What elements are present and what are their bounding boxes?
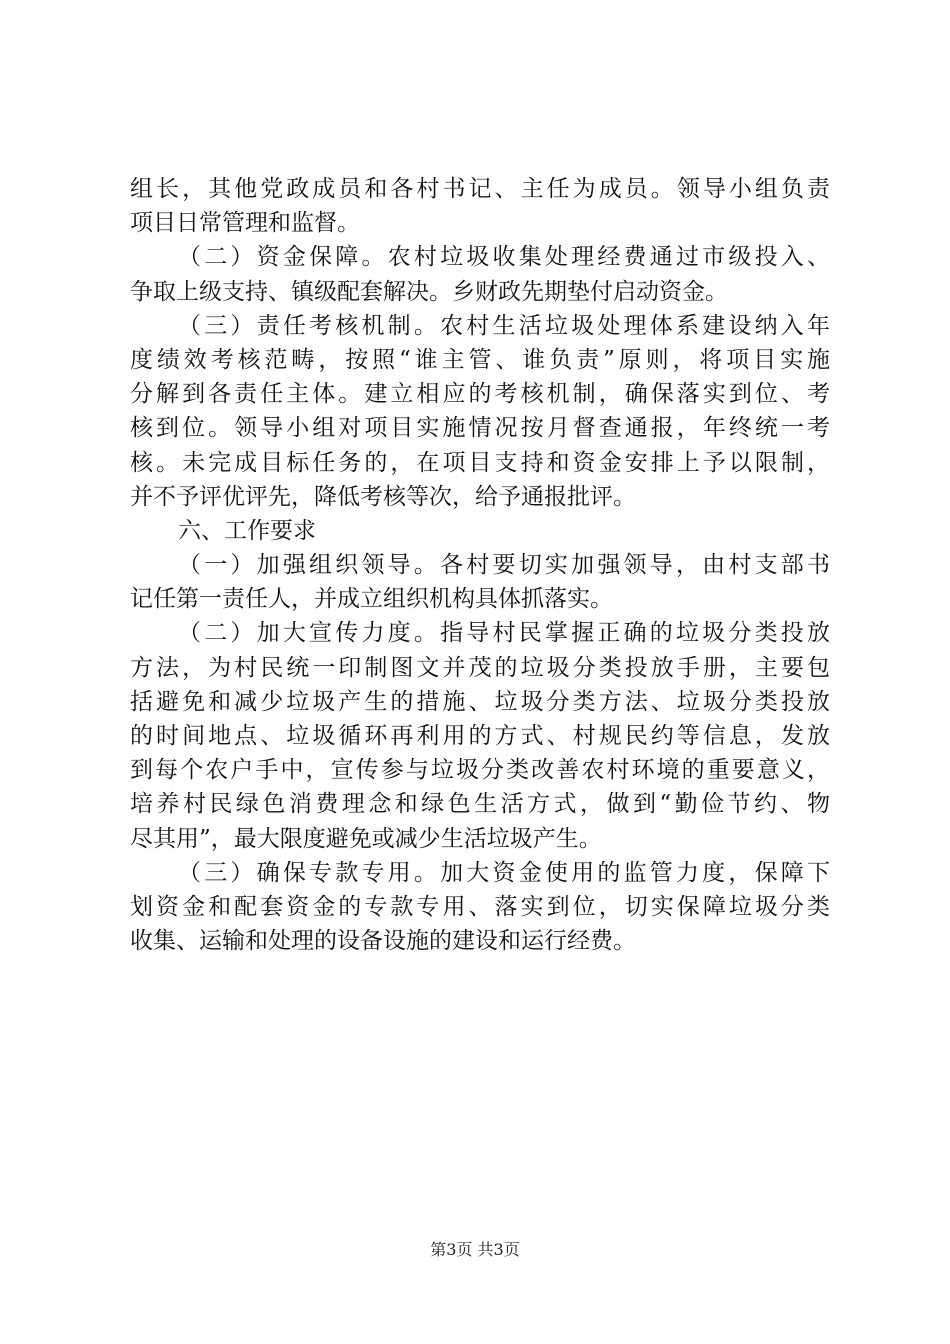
text-line: 收集、运输和处理的设备设施的建设和运行经费。 (130, 928, 636, 955)
text-line: 核到位。领导小组对项目实施情况按月督查通报，年终统一考 (130, 415, 830, 442)
text-line: 组长，其他党政成员和各村书记、主任为成员。领导小组负责 (130, 176, 830, 202)
text-line: （一）加强组织领导。各村要切实加强领导，由村支部书 (178, 552, 830, 579)
text-line: （三）责任考核机制。农村生活垃圾处理体系建设纳入年 (178, 312, 830, 339)
page-number-footer: 第3页 共3页 (430, 1240, 520, 1259)
section-heading: 六、工作要求 (178, 517, 316, 544)
text-line: 记任第一责任人，并成立组织机构具体抓落实。 (130, 586, 613, 613)
text-line: 括避免和减少垃圾产生的措施、垃圾分类方法、垃圾分类投放 (130, 688, 830, 715)
text-line: 项目日常管理和监督。 (130, 210, 360, 237)
text-line: 的时间地点、垃圾循环再利用的方式、村规民约等信息，发放 (130, 723, 830, 749)
text-line: （二）加大宣传力度。指导村民掌握正确的垃圾分类投放 (178, 620, 830, 647)
text-line: 方法，为村民统一印制图文并茂的垃圾分类投放手册，主要包 (130, 654, 830, 681)
text-line: 分解到各责任主体。建立相应的考核机制，确保落实到位、考 (130, 381, 830, 408)
text-line: （三）确保专款专用。加大资金使用的监管力度，保障下 (178, 859, 830, 886)
text-line: （二）资金保障。农村垃圾收集处理经费通过市级投入、 (178, 244, 830, 271)
text-line: 划资金和配套资金的专款专用、落实到位，切实保障垃圾分类 (130, 893, 830, 920)
text-line: 到每个农户手中，宣传参与垃圾分类改善农村环境的重要意义， (130, 757, 830, 784)
document-body (130, 172, 830, 958)
text-line: 核。未完成目标任务的，在项目支持和资金安排上予以限制， (130, 449, 830, 476)
text-line: 培养村民绿色消费理念和绿色生活方式，做到“勤俭节约、物 (130, 791, 830, 818)
text-line: 并不予评优评先，降低考核等次，给予通报批评。 (130, 483, 636, 510)
text-line: 争取上级支持、镇级配套解决。乡财政先期垫付启动资金。 (130, 278, 728, 305)
text-line: 尽其用”，最大限度避免或减少生活垃圾产生。 (130, 825, 602, 852)
text-line: 度绩效考核范畴，按照“谁主管、谁负责”原则，将项目实施 (130, 346, 830, 373)
